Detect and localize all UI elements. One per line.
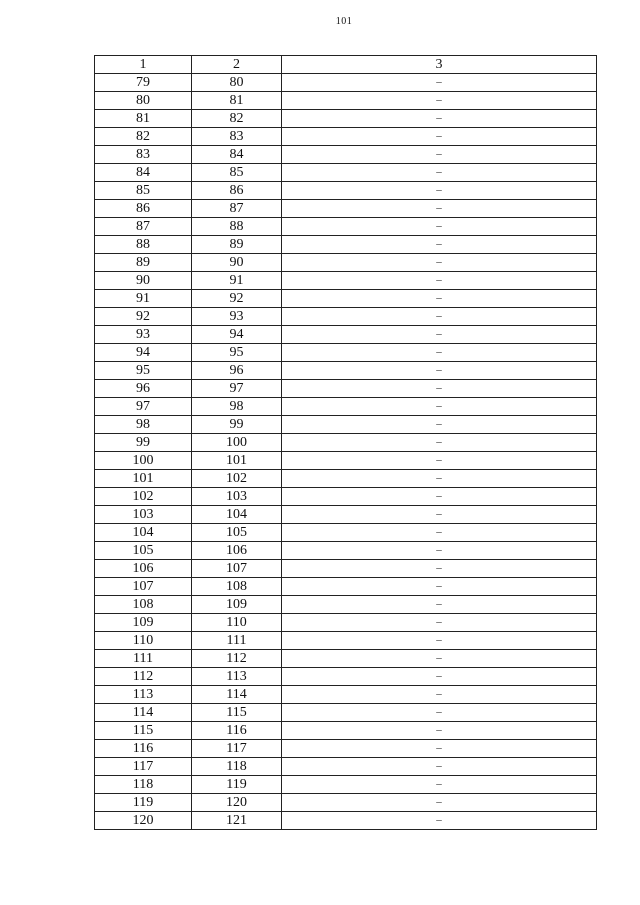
table-cell-col-2: 86 [192,182,282,200]
table-cell-col-1: 107 [95,578,192,596]
table-cell-col-3: – [282,578,597,596]
table-cell-col-1: 90 [95,272,192,290]
table-cell-col-3: – [282,182,597,200]
table-row [95,182,597,200]
table-row [95,74,597,92]
table-cell-col-1: 79 [95,74,192,92]
table-cell-col-1: 105 [95,542,192,560]
table-row [95,146,597,164]
table-cell-col-1: 117 [95,758,192,776]
table-row [95,776,597,794]
table-cell-col-3: – [282,290,597,308]
table-row [95,434,597,452]
table-cell-col-2: 92 [192,290,282,308]
table-row [95,272,597,290]
table-cell-col-2: 85 [192,164,282,182]
table-cell-col-3: – [282,740,597,758]
table-row [95,128,597,146]
table-cell-col-1: 108 [95,596,192,614]
table-row [95,200,597,218]
table-cell-col-1: 106 [95,560,192,578]
table-cell-col-2: 82 [192,110,282,128]
table-cell-col-2: 110 [192,614,282,632]
table-cell-col-1: 99 [95,434,192,452]
table-row [95,470,597,488]
table-cell-col-3: – [282,146,597,164]
table-cell-col-2: 115 [192,704,282,722]
table-cell-col-1: 101 [95,470,192,488]
table-row [95,290,597,308]
table-cell-col-1: 87 [95,218,192,236]
table-cell-col-3: – [282,668,597,686]
table-row [95,578,597,596]
table-cell-col-3: – [282,200,597,218]
table-cell-col-1: 95 [95,362,192,380]
table-row [95,614,597,632]
table-row [95,344,597,362]
table-cell-col-2: 117 [192,740,282,758]
table-row [95,488,597,506]
table-cell-col-3: – [282,632,597,650]
table-row [95,632,597,650]
table-row [95,308,597,326]
table-cell-col-1: 88 [95,236,192,254]
table-row [95,542,597,560]
table-cell-col-3: – [282,452,597,470]
table-cell-col-3: – [282,506,597,524]
table-cell-col-3: – [282,218,597,236]
table-cell-col-2: 105 [192,524,282,542]
table-row [95,794,597,812]
table-cell-col-3: – [282,596,597,614]
table-cell-col-1: 94 [95,344,192,362]
table-row [95,110,597,128]
table-cell-col-2: 118 [192,758,282,776]
table-cell-col-2: 88 [192,218,282,236]
table-cell-col-2: 102 [192,470,282,488]
table-cell-col-1: 111 [95,650,192,668]
table-cell-col-1: 83 [95,146,192,164]
table-cell-col-2: 97 [192,380,282,398]
table-cell-col-2: 98 [192,398,282,416]
table-cell-col-2: 121 [192,812,282,830]
table-cell-col-2: 114 [192,686,282,704]
table-cell-col-2: 109 [192,596,282,614]
table-cell-col-1: 100 [95,452,192,470]
table-cell-col-2: 81 [192,92,282,110]
table-cell-col-3: – [282,812,597,830]
table-cell-col-2: 80 [192,74,282,92]
table-row [95,254,597,272]
table-row [95,668,597,686]
table-cell-col-3: – [282,128,597,146]
table-cell-col-3: – [282,722,597,740]
table-cell-col-2: 106 [192,542,282,560]
table-row [95,758,597,776]
table-cell-col-2: 100 [192,434,282,452]
table-cell-col-1: 85 [95,182,192,200]
table-row [95,164,597,182]
table-row [95,398,597,416]
table-cell-col-2: 107 [192,560,282,578]
table-cell-col-2: 111 [192,632,282,650]
table-cell-col-2: 119 [192,776,282,794]
table-cell-col-1: 115 [95,722,192,740]
table-cell-col-1: 110 [95,632,192,650]
table-cell-col-3: – [282,434,597,452]
table-body [95,74,597,830]
table-cell-col-2: 101 [192,452,282,470]
data-table [94,55,597,830]
table-cell-col-3: – [282,614,597,632]
table-cell-col-1: 120 [95,812,192,830]
table-cell-col-3: – [282,704,597,722]
table-cell-col-1: 104 [95,524,192,542]
table-cell-col-1: 112 [95,668,192,686]
table-row [95,92,597,110]
table-row [95,506,597,524]
table-row [95,416,597,434]
table-cell-col-1: 93 [95,326,192,344]
table-cell-col-1: 98 [95,416,192,434]
table-row [95,524,597,542]
table-cell-col-1: 116 [95,740,192,758]
table-cell-col-3: – [282,272,597,290]
table-cell-col-1: 82 [95,128,192,146]
table-header-row [95,56,597,74]
table-cell-col-3: – [282,110,597,128]
table-cell-col-3: – [282,488,597,506]
table-cell-col-1: 89 [95,254,192,272]
table-cell-col-2: 108 [192,578,282,596]
table-cell-col-1: 81 [95,110,192,128]
table-cell-col-2: 120 [192,794,282,812]
table-cell-col-3: – [282,254,597,272]
table-cell-col-1: 91 [95,290,192,308]
table-cell-col-2: 99 [192,416,282,434]
table-row [95,236,597,254]
table-cell-col-3: – [282,326,597,344]
table-cell-col-1: 80 [95,92,192,110]
table-cell-col-1: 109 [95,614,192,632]
table-cell-col-1: 86 [95,200,192,218]
table-cell-col-2: 87 [192,200,282,218]
table-cell-col-3: – [282,74,597,92]
table-header [95,56,597,74]
table-cell-col-3: – [282,758,597,776]
column-header-1: 1 [95,56,192,74]
table-row [95,452,597,470]
page-number: 101 [335,16,353,27]
table-cell-col-1: 97 [95,398,192,416]
table-cell-col-3: – [282,380,597,398]
table-cell-col-1: 84 [95,164,192,182]
table-cell-col-1: 114 [95,704,192,722]
table-row [95,326,597,344]
table-cell-col-3: – [282,524,597,542]
table-cell-col-1: 119 [95,794,192,812]
table-cell-col-2: 90 [192,254,282,272]
table-cell-col-3: – [282,686,597,704]
table-row [95,218,597,236]
table-cell-col-2: 104 [192,506,282,524]
table-cell-col-3: – [282,416,597,434]
table-cell-col-3: – [282,542,597,560]
table-row [95,650,597,668]
table-cell-col-2: 95 [192,344,282,362]
table-cell-col-3: – [282,398,597,416]
table-cell-col-3: – [282,776,597,794]
table-row [95,686,597,704]
table-cell-col-3: – [282,470,597,488]
table-cell-col-2: 89 [192,236,282,254]
table-row [95,722,597,740]
table-row [95,380,597,398]
table-cell-col-3: – [282,236,597,254]
table-cell-col-3: – [282,164,597,182]
table-cell-col-2: 93 [192,308,282,326]
table-cell-col-2: 113 [192,668,282,686]
table-cell-col-3: – [282,344,597,362]
column-header-3: 3 [282,56,597,74]
table-cell-col-1: 96 [95,380,192,398]
table-cell-col-2: 94 [192,326,282,344]
table-cell-col-1: 103 [95,506,192,524]
table-cell-col-3: – [282,650,597,668]
table-cell-col-3: – [282,362,597,380]
table-cell-col-3: – [282,560,597,578]
table-cell-col-3: – [282,92,597,110]
table-cell-col-1: 113 [95,686,192,704]
table-cell-col-3: – [282,794,597,812]
table-row [95,362,597,380]
table-cell-col-2: 116 [192,722,282,740]
table-row [95,596,597,614]
table-row [95,704,597,722]
table-cell-col-1: 92 [95,308,192,326]
table-row [95,812,597,830]
table-cell-col-1: 118 [95,776,192,794]
table-cell-col-1: 102 [95,488,192,506]
table-cell-col-2: 103 [192,488,282,506]
table-cell-col-2: 84 [192,146,282,164]
table-cell-col-2: 91 [192,272,282,290]
table-row [95,560,597,578]
column-header-2: 2 [192,56,282,74]
table-row [95,740,597,758]
table-cell-col-2: 112 [192,650,282,668]
table-cell-col-2: 96 [192,362,282,380]
table-cell-col-2: 83 [192,128,282,146]
table-cell-col-3: – [282,308,597,326]
